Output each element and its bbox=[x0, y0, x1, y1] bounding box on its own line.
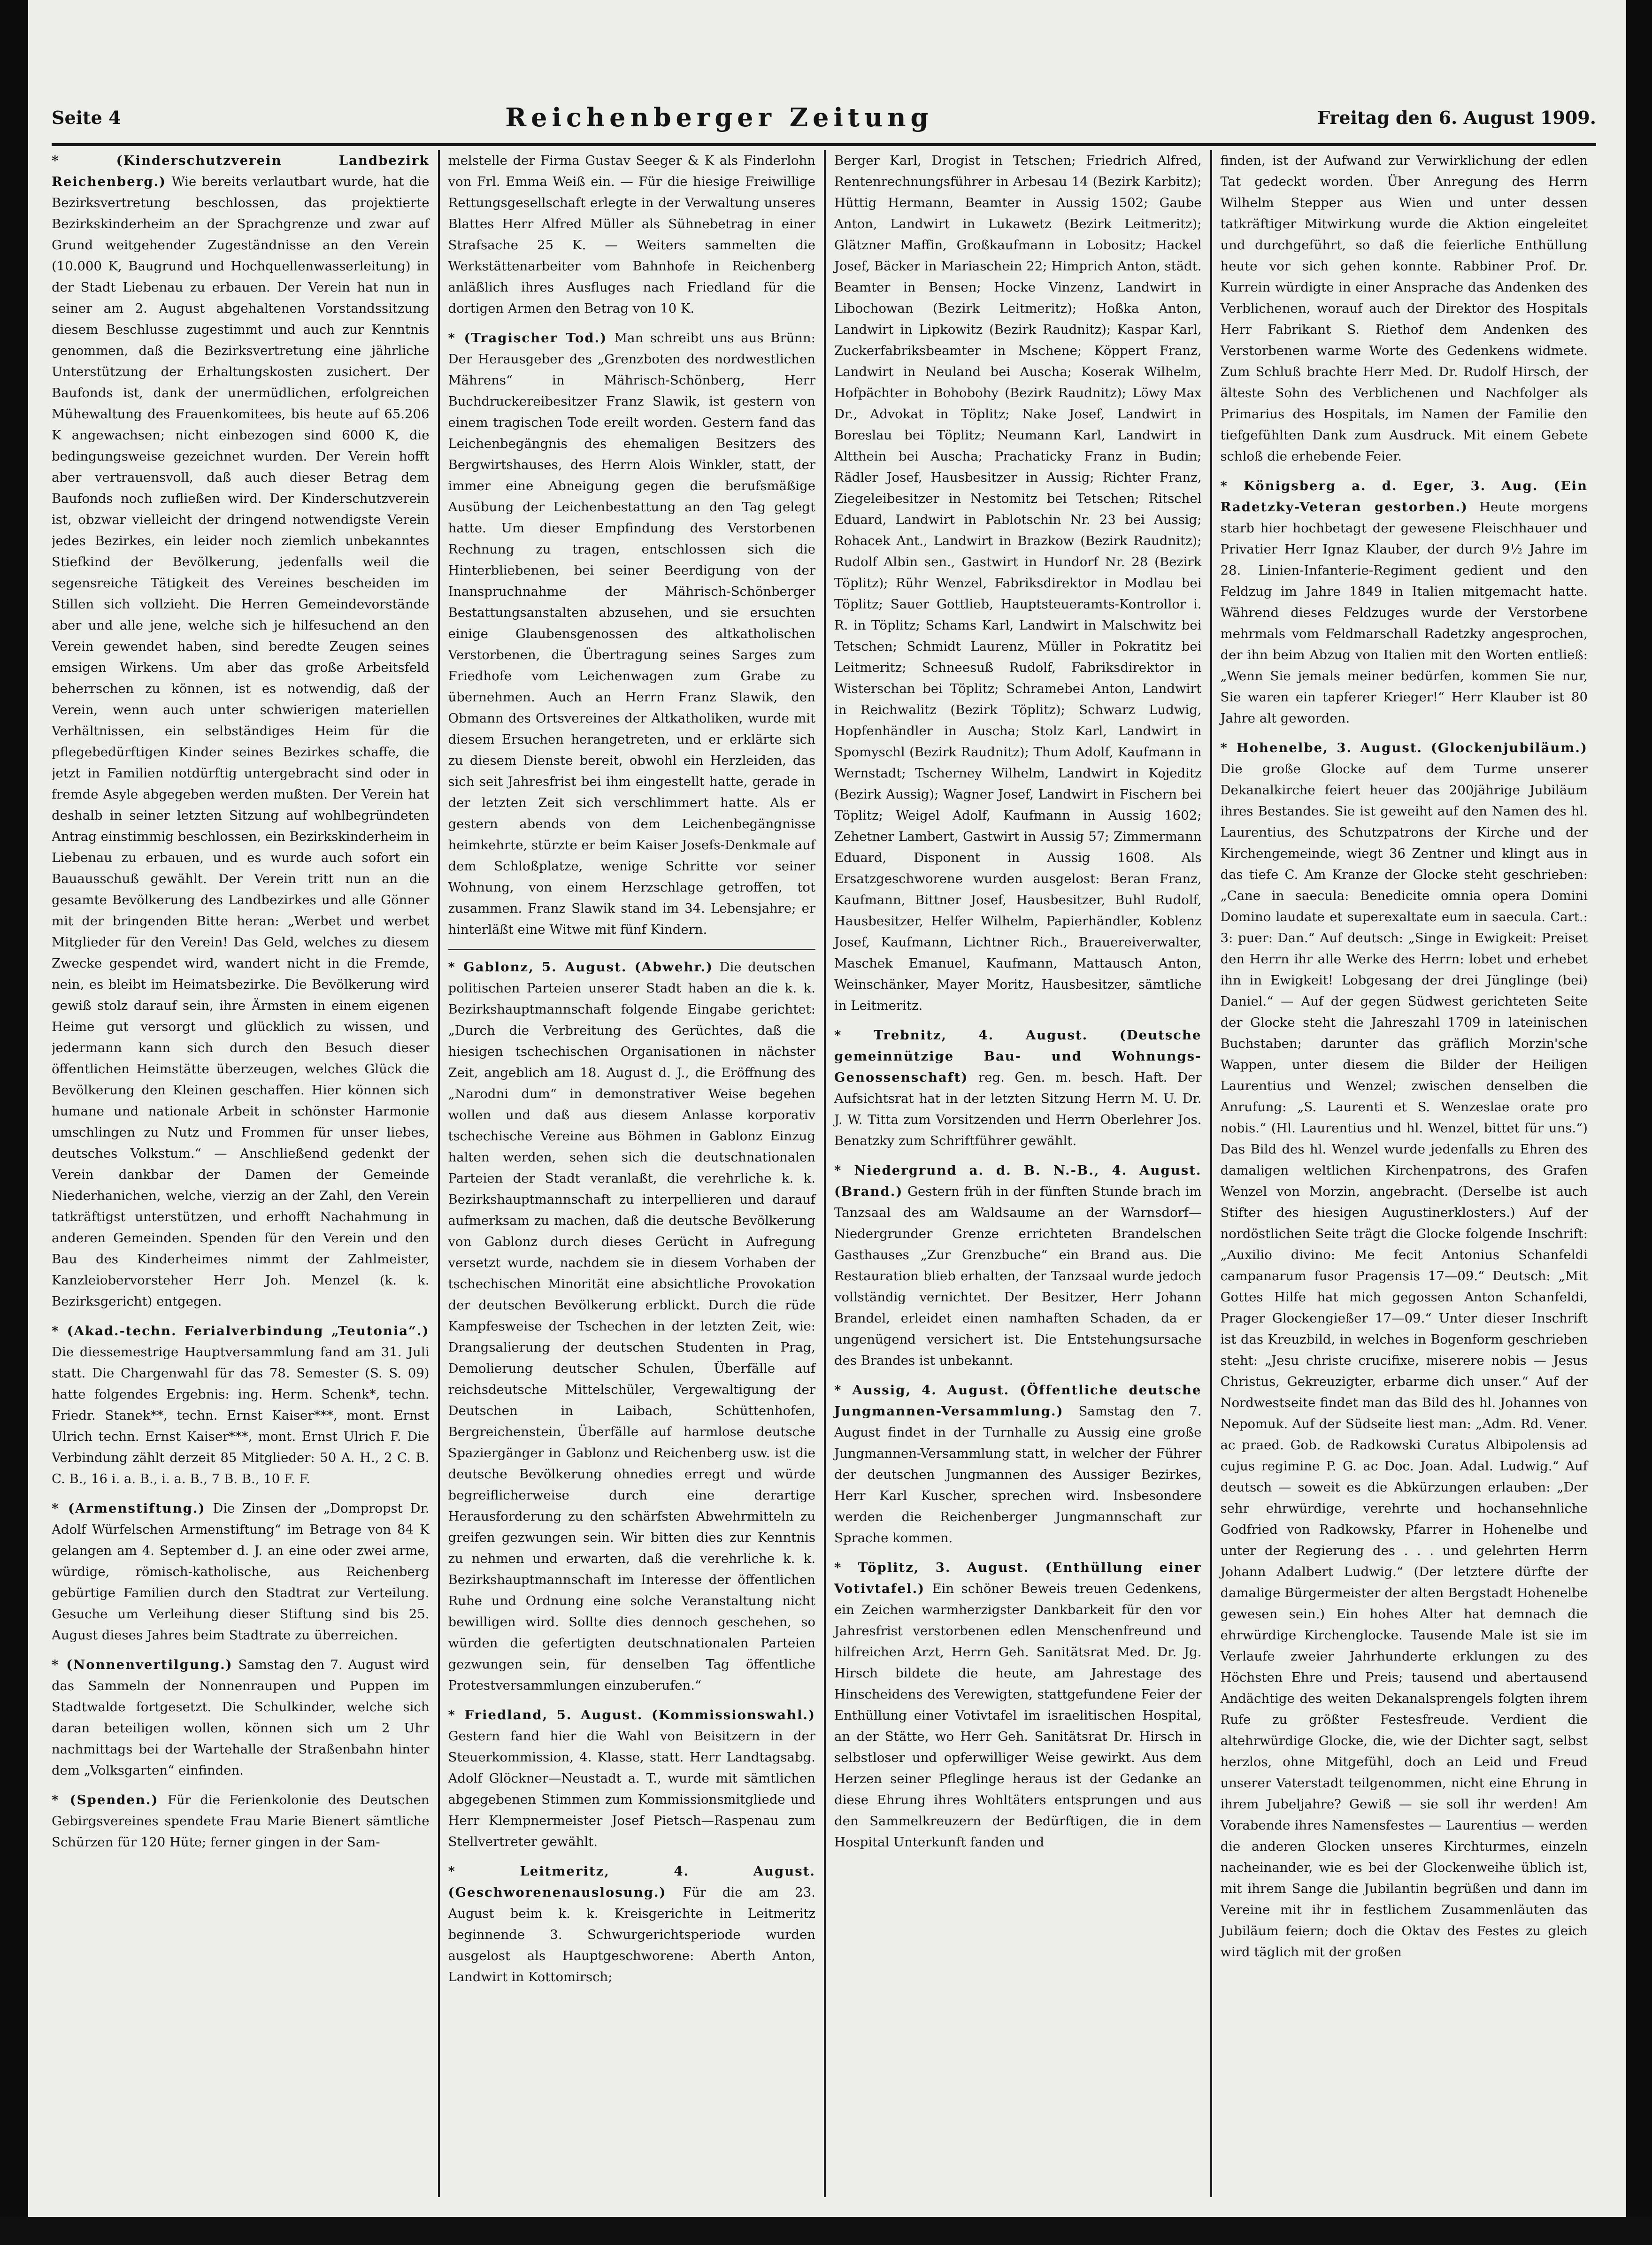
page-number: Seite 4 bbox=[52, 107, 121, 128]
article bbox=[1221, 476, 1588, 729]
article-heading: * Niedergrund a. d. B. N.-B., 4. August. (Brand.) bbox=[834, 1163, 1202, 1199]
newspaper-title: Reichenberger Zeitung bbox=[505, 102, 933, 132]
article-heading: * Königsberg a. d. Eger, 3. Aug. (Ein Radetzky-Veteran gestorben.) bbox=[1220, 478, 1588, 515]
article-heading: * (Nonnenvertilgung.) bbox=[52, 1657, 233, 1672]
article-body: Gestern früh in der fünften Stunde brach im Tanzsaal des am Waldsaume an der Warnsdorf—Niedergrunder Grenze errichteten Brandelschen Gasthauses „Zur Grenzbuche“ ein Brand aus. Die Restauration blieb erhalten, der Tanzsaal wurde jedoch vollständig vernichtet. Der Besitzer, Herr Johann Brandel, erleidet einen namhaften Schaden, da er ungenügend versichert ist. Die Entstehungsursache des Brandes ist unbekannt. bbox=[834, 1184, 1202, 1368]
masthead bbox=[52, 92, 1596, 146]
article-body: Berger Karl, Drogist in Tetschen; Friedrich Alfred, Rentenrechnungsführer in Arbesau 14 (Bezirk Karbitz); Hüttig Hermann, Beamter in Aussig 1502; Gaube Anton, Landwirt in Lukawetz (Bezirk Leitmeritz); Glätzner Maffin, Großkaufmann in Lobositz; Hackel Josef, Bäcker in Mariaschein 22; Himprich Anton, städt. Beamter in Bensen; Hocke Vinzenz, Landwirt in Libochowan (Bezirk Leitmeritz); Hoßka Anton, Landwirt in Lipkowitz (Bezirk Raudnitz); Kaspar Karl, Zuckerfabriksbeamter in Mschene; Köppert Franz, Landwirt in Neuland bei Auscha; Koserak Wilhelm, Hofpächter in Bohobohy (Bezirk Raudnitz); Löwy Max Dr., Advokat in Töplitz; Nake Josef, Landwirt in Boreslau bei Töplitz; Neumann Karl, Landwirt in Altthein bei Auscha; Prachaticky Franz in Budin; Rädler Josef, Hausbesitzer in Aussig; Richter Franz, Ziegeleibesitzer in Nestomitz bei Tetschen; Ritschel Eduard, Landwirt in Pablotschin Nr. 23 bei Aussig; Rohacek Ant., Landwirt in Brazkow (Bezirk Raudnitz); Rudolf Albin sen., Gastwirt in Hundorf Nr. 28 (Bezirk Töplitz); Rühr Wenzel, Fabriksdirektor in Modlau bei Töplitz; Sauer Gottlieb, Hauptsteueramts-Kontrollor i. R. in Töplitz; Schams Karl, Landwirt in Malschwitz bei Tetschen; Schmidt Laurenz, Müller in Pokratitz bei Leitmeritz; Schneesuß Rudolf, Fabriksdirektor in Wisterschan bei Töplitz; Schramebei Anton, Landwirt in Reichwalitz (Bezirk Töplitz); Schwarz Ludwig, Hopfenhändler in Auscha; Stolz Karl, Landwirt in Spomyschl (Bezirk Raudnitz); Thum Adolf, Kaufmann in Wernstadt; Tscherney Wilhelm, Landwirt in Kojeditz (Bezirk Aussig); Wagner Josef, Landwirt in Fischern bei Töplitz; Weigel Adolf, Kaufmann in Aussig 1602; Zehetner Lambert, Gastwirt in Aussig 57; Zimmermann Eduard, Disponent in Aussig 1608. Als Ersatzgeschworene wurden ausgelost: Beran Franz, Kaufmann, Bittner Josef, Hausbesitzer, Buhl Rudolf, Hausbesitzer, Helfer Wilhelm, Papierhändler, Koblenz Josef, Kaufmann, Lichtner Rich., Brauereiverwalter, Maschek Emanuel, Kaufmann, Mattausch Anton, Weinschänker, Mayer Moritz, Hausbesitzer, sämtliche in Leitmeritz. bbox=[834, 153, 1202, 1013]
article-heading: * Töplitz, 3. August. (Enthüllung einer Votivtafel.) bbox=[834, 1560, 1202, 1596]
article bbox=[448, 1705, 816, 1853]
article-heading: * Aussig, 4. August. (Öffentliche deutsche Jungmannen-Versammlung.) bbox=[834, 1383, 1202, 1419]
column-3 bbox=[824, 150, 1210, 2197]
article bbox=[52, 1498, 430, 1646]
article bbox=[448, 328, 816, 940]
scan-border-left bbox=[0, 0, 28, 2245]
article bbox=[1221, 738, 1588, 1963]
article bbox=[448, 1861, 816, 1988]
scan-border-bottom bbox=[0, 2217, 1652, 2245]
article-heading: * Friedland, 5. August. (Kommissionswahl.) bbox=[448, 1707, 815, 1722]
article-heading: * (Armenstiftung.) bbox=[52, 1501, 206, 1516]
article-body: Die große Glocke auf dem Turme unserer Dekanalkirche feiert heuer das 200jährige Jubiläum ihres Bestandes. Sie ist geweiht auf den Namen des hl. Laurentius, des Schutzpatrons der Kirche und der Kirchengemeinde, wiegt 36 Zentner und klingt aus in das tiefe C. Am Kranze der Glocke steht geschrieben: „Cane in saecula: Benedicite omnia opera Domini Domino laudate et superexaltate eum in saecula. Cart.: 3: puer: Dan.“ Auf deutsch: „Singe in Ewigkeit: Preiset den Herrn ihr alle Werke des Herrn: lobet und erhebet ihn in Ewigkeit! Lobgesang der drei Jünglinge (bei) Daniel.“ — Auf der gegen Südwest gerichteten Seite der Glocke steht die Jahreszahl 1709 in lateinischen Buchstaben; darunter das gräflich Morzin'sche Wappen, unter diesem die Bilder der Heiligen Laurentius und Wenzel; zwischen denselben die Anrufung: „S. Laurenti et S. Wenzeslae orate pro nobis.“ (Hl. Laurentius und hl. Wenzel, bittet für uns.“) Das Bild des hl. Wenzel wurde jedenfalls zu Ehren des damaligen weltlichen Kirchenpatrons, des Grafen Wenzel von Morzin, angebracht. (Derselbe ist auch Stifter des hiesigen Augustinerklosters.) Auf der nordöstlichen Seite trägt die Glocke folgende Inschrift: „Auxilio divino: Me fecit Antonius Schanfeldi campanarum fusor Pragensis 17—09.“ Deutsch: „Mit Gottes Hilfe hat mich gegossen Anton Schanfeldi, Prager Glockengießer 17—09.“ Unter dieser Inschrift ist das Kreuzbild, in welches in Bogenform geschrieben steht: „Jesu christe crucifixe, miserere nobis — Jesus Christus, Gekreuzigter, erbarme dich unser.“ Auf der Nordwestseite findet man das Bild des hl. Johannes von Nepomuk. Auf der Südseite liest man: „Adm. Rd. Vener. ac praed. Gob. de Radkowski Curatus Albipolensis ad cujus regimine P. G. ac Doc. Joan. Adal. Ludwig.“ Auf deutsch — soweit es die Abkürzungen erlauben: „Der sehr ehrwürdige, verehrte und hochansehnliche Godfried von Radkowsky, Pfarrer in Hohenelbe und unter der Regierung des . . . und gelehrten Herrn Johann Adalbert Ludwig.“ (Der letztere dürfte der damalige Bürgermeister der alten Bergstadt Hohenelbe gewesen sein.) Ein hohes Alter hat demnach die ehrwürdige Kirchenglocke. Tausende Male ist sie im Verlaufe zweier Jahrhunderte erklungen zu des Höchsten Ehre und Preis; tausend und abertausend Andächtige des weiten Dekanalsprengels folgten ihrem Rufe zu größter Festesfreude. Verdient die altehrwürdige Glocke, die, wie der Dichter sagt, selbst herzlos, ohne Mitgefühl, doch an Leid und Freud unserer Vaterstadt teilgenommen, nicht eine Ehrung in ihrem Jubeljahre? Gewiß — sie soll ihr werden! Am Vorabende ihres Namensfestes — Laurentius — werden die anderen Glocken unseres Kirchturmes, einzeln nacheinander, wie es bei der Glockenweihe üblich ist, mit ihrem Sange die Jubilantin begrüßen und dann im Vereine mit ihr in festlichem Zusammenläuten das Jubiläum feiern; doch die Oktav des Festes zu gleich wird täglich mit der großen bbox=[1220, 761, 1588, 1960]
issue-date: Freitag den 6. August 1909. bbox=[1317, 107, 1596, 128]
article-body: finden, ist der Aufwand zur Verwirklichung der edlen Tat gedeckt worden. Über Anregung des Herrn Wilhelm Stepper aus Wien und unter dessen tatkräftiger Mitwirkung wurde die Aktion eingeleitet und durchgeführt, so daß die feierliche Enthüllung heute vor sich gehen konnte. Rabbiner Prof. Dr. Kurrein würdigte in einer Ansprache das Andenken des Verblichenen, worauf auch der Direktor des Hospitals Herr Fabrikant S. Riethof dem Andenken des Verstorbenen warme Worte des Gedenkens widmete. Zum Schluß brachte Herr Med. Dr. Rudolf Hirsch, der älteste Sohn des Verblichenen und Nachfolger als Primarius des Hospitals, im Namen der Familie den tiefgefühlten Dank zum Ausdruck. Mit einem Gebete schloß die erhebende Feier. bbox=[1220, 153, 1588, 464]
article bbox=[448, 957, 816, 1696]
divider bbox=[448, 949, 816, 950]
article-body: Wie bereits verlautbart wurde, hat die Bezirksvertretung beschlossen, das projektierte Bezirkskinderheim an der Sprachgrenze und zwar auf Grund weitgehender Zugeständnisse an den Verein (10.000 K, Baugrund und Hochquellenwasserleitung) in der Stadt Liebenau zu erbauen. Der Verein hat nun in seiner am 2. August abgehaltenen Vorstandssitzung diesem Beschlusse zugestimmt und auch zur Kenntnis genommen, daß die Bezirksvertretung eine jährliche Unterstützung der Erhaltungskosten zusichert. Der Baufonds ist, dank der unermüdlichen, erfolgreichen Mühewaltung des Frauenkomitees, bis heute auf 65.206 K angewachsen; nicht einbezogen sind 6000 K, die bedingungsweise gezeichnet wurden. Der Verein hofft aber vertrauensvoll, daß auch dieser Betrag dem Baufonds noch zufließen wird. Der Kinderschutzverein ist, obzwar vielleicht der dringend notwendigste Verein jedes Bezirkes, ein leider noch ziemlich unbekanntes Stiefkind der Bevölkerung, jedenfalls weil die segensreiche Tätigkeit des Vereines bescheiden im Stillen sich vollzieht. Die Herren Gemeindevorstände aber und alle jene, welche sich je hilfesuchend an den Verein gewendet haben, sind beredte Zeugen seines emsigen Wirkens. Um aber das große Arbeitsfeld beherrschen zu können, ist es notwendig, daß der Verein, wenn auch unter schwierigen materiellen Verhältnissen, ein selbständiges Heim für die pflegebedürftigen Kinder seines Bezirkes schaffe, die jetzt in Familien notdürftig untergebracht sind oder in fremde Asyle abgegeben werden mußten. Der Verein hat deshalb in seiner letzten Sitzung auf wohlbegründeten Antrag einstimmig beschlossen, ein Bezirkskinderheim in Liebenau zu erbauen, und es wurde auch sofort ein Bauausschuß gewählt. Der Verein tritt nun an die gesamte Bevölkerung des Landbezirkes und alle Gönner mit der bringenden Bitte heran: „Werbet und werbet Mitglieder für den Verein! Das Geld, welches zu diesem Zwecke gespendet wird, wandert nicht in die Fremde, nein, es bleibt im Heimatsbezirke. Die Bevölkerung wird gewiß stolz darauf sein, ihre Ärmsten in einem eigenen Heime gut versorgt und glücklich zu wissen, und jedermann kann sich durch den Besuch dieser öffentlichen Heimstätte überzeugen, welches Glück die Bevölkerung den Kleinen geschaffen. Hier können sich humane und nationale Arbeit in schönster Harmonie umschlingen zu Nutz und Frommen für unser liebes, deutsches Volkstum.“ — Anschließend gedenkt der Verein dankbar der Damen der Gemeinde Niederhanichen, welche, vierzig an der Zahl, den Verein tatkräftigst unterstützen, und erhofft Nachahmung in anderen Gemeinden. Spenden für den Verein und den Bau des Kinderheimes nimmt der Zahlmeister, Kanzleiobervorsteher Herr Joh. Menzel (k. k. Bezirksgericht) entgegen. bbox=[52, 174, 430, 1309]
article-body: reg. Gen. m. besch. Haft. Der Aufsichtsrat hat in der letzten Sitzung Herrn M. U. Dr. J. W. Titta zum Vorsitzenden und Herrn Oberlehrer Jos. Benatzky zum Schriftführer gewählt. bbox=[834, 1070, 1202, 1148]
article-heading: * (Tragischer Tod.) bbox=[448, 331, 607, 346]
article-body: Man schreibt uns aus Brünn: Der Herausgeber des „Grenzboten des nordwestlichen Mährens“ in Mährisch-Schönberg, Herr Buchdruckereibesitzer Franz Slawik, ist gestern von einem tragischen Tode ereilt worden. Gestern fand das Leichenbegängnis des ehemaligen Besitzers des Bergwirtshauses, des Herrn Alois Winkler, statt, der immer eine Abneigung gegen die berufsmäßige Ausübung der Leichenbestattung an den Tag gelegt hatte. Um dieser Empfindung des Verstorbenen Rechnung zu tragen, entschlossen sich die Hinterbliebenen, bei seiner Beerdigung von der Inanspruchnahme der Mährisch-Schönberger Bestattungsanstalten abzusehen, und sie ersuchten einige Glaubensgenossen des altkatholischen Verstorbenen, die Übertragung seines Sarges zum Friedhofe vom Leichenwagen zum Grabe zu übernehmen. Auch an Herrn Franz Slawik, den Obmann des Ortsvereines der Altkatholiken, wurde mit diesem Ersuchen herangetreten, und er erklärte sich zu diesem Dienste bereit, obwohl ein Herzleiden, das sich seit Jahresfrist bei ihm eingestellt hatte, gerade in der letzten Zeit sich verschlimmert hatte. Als er gestern abends von dem Leichenbegängnisse heimkehrte, stürzte er beim Kaiser Josefs-Denkmale auf dem Schloßplatze, wenige Schritte vor seiner Wohnung, von einem Herzschlage getroffen, tot zusammen. Franz Slawik stand im 34. Lebensjahre; er hinterläßt eine Witwe mit fünf Kindern. bbox=[448, 331, 816, 937]
column-2 bbox=[438, 150, 824, 2197]
article-heading: * Leitmeritz, 4. August. (Geschworenenauslosung.) bbox=[448, 1864, 815, 1900]
article bbox=[834, 150, 1202, 1016]
scan-border-right bbox=[1626, 0, 1652, 2245]
article bbox=[834, 1160, 1202, 1371]
article bbox=[834, 1557, 1202, 1853]
article-body: Samstag den 7. August wird das Sammeln der Nonnenraupen und Puppen im Stadtwalde fortgesetzt. Die Schulkinder, welche sich daran beteiligen wollen, können sich um 2 Uhr nachmittags bei der Wartehalle der Straßenbahn hinter dem „Volksgarten“ einfinden. bbox=[52, 1657, 430, 1778]
article-body: Heute morgens starb hier hochbetagt der gewesene Fleischhauer und Privatier Herr Ignaz Klauber, der durch 9½ Jahre im 28. Linien-Infanterie-Regiment gedient und den Feldzug im Jahre 1849 in Italien mitgemacht hatte. Während dieses Feldzuges wurde der Verstorbene mehrmals vom Feldmarschall Radetzky angesprochen, der ihn beim Abzug von Italien mit den Worten entließ: „Wenn Sie jemals meiner bedürfen, kommen Sie nur, Sie waren ein tapferer Krieger!“ Herr Klauber ist 80 Jahre alt geworden. bbox=[1220, 500, 1588, 726]
article bbox=[52, 150, 430, 1312]
newspaper-page bbox=[52, 92, 1596, 2204]
article bbox=[52, 1790, 430, 1853]
article-heading: * Hohenelbe, 3. August. (Glockenjubiläum.) bbox=[1220, 740, 1588, 755]
article-body: Samstag den 7. August findet in der Turnhalle zu Aussig eine große Jungmannen-Versammlung statt, in welcher der Führer der deutschen Jungmannen des Aussiger Bezirkes, Herr Karl Kuscher, sprechen wird. Insbesondere werden die Reichenberger Jungmannschaft zur Sprache kommen. bbox=[834, 1404, 1202, 1545]
text-columns bbox=[52, 150, 1596, 2197]
column-1 bbox=[52, 150, 438, 2197]
article-heading: * (Akad.-techn. Ferialverbindung „Teutonia“.) bbox=[52, 1323, 430, 1338]
article-heading: * Gablonz, 5. August. (Abwehr.) bbox=[448, 960, 714, 975]
article-body: Die deutschen politischen Parteien unserer Stadt haben an die k. k. Bezirkshauptmannschaft folgende Eingabe gerichtet: „Durch die Verbreitung des Gerüchtes, daß die hiesigen tschechischen Organisationen in nächster Zeit, angeblich am 18. August d. J., die Eröffnung des „Narodni dum“ in demonstrativer Weise begehen wollen und daß aus diesem Anlasse korporativ tschechische Vereine aus Böhmen in Gablonz Einzug halten werden, sehen sich die deutschnationalen Parteien der Stadt veranlaßt, die verehrliche k. k. Bezirkshauptmannschaft zu interpellieren und darauf aufmerksam zu machen, daß die deutsche Bevölkerung von Gablonz durch dieses Gerücht in Aufregung versetzt wurde, nachdem sie in diesem Vorhaben der tschechischen Minorität eine absichtliche Provokation der deutschen Bevölkerung erblickt. Durch die rüde Kampfesweise der Tschechen in der letzten Zeit, wie: Drangsalierung der deutschen Studenten in Prag, Demolierung deutscher Schulen, Überfälle auf reichsdeutsche Mittelschüler, Vergewaltigung der Deutschen in Laibach, Schüttenhofen, Bergreichenstein, Überfälle auf harmlose deutsche Spaziergänger in Gablonz und Reichenberg usw. ist die deutsche Bevölkerung ohnedies erregt und würde begreiflicherweise durch eine derartige Herausforderung zu den schärfsten Abwehrmitteln zu greifen gezwungen sein. Wir bitten dies zur Kenntnis zu nehmen und erwarten, daß die verehrliche k. k. Bezirkshauptmannschaft im Interesse der öffentlichen Ruhe und Ordnung eine solche Veranstaltung nicht bewilligen wird. Sollte dies dennoch geschehen, so würden die gefertigten deutschnationalen Parteien gezwungen sein, für denselben Tag öffentliche Protestversammlungen einzuberufen.“ bbox=[448, 960, 815, 1693]
article bbox=[1221, 150, 1588, 467]
article-body: Die Zinsen der „Dompropst Dr. Adolf Würfelschen Armenstiftung“ im Betrage von 84 K gelangen am 4. September d. J. an eine oder zwei arme, würdige, römisch-katholische, aus Reichenberg gebürtige Familien durch den Stadtrat zur Verteilung. Gesuche um Verleihung dieser Stiftung sind bis 25. August dieses Jahres beim Stadtrate zu überreichen. bbox=[52, 1501, 430, 1643]
article-body: Für die Ferienkolonie des Deutschen Gebirgsvereines spendete Frau Marie Bienert sämtliche Schürzen für 120 Hüte; ferner gingen in der Sam- bbox=[52, 1792, 430, 1850]
column-4 bbox=[1210, 150, 1597, 2197]
article-body: Die diessemestrige Hauptversammlung fand am 31. Juli statt. Die Chargenwahl für das 78. Semester (S. S. 09) hatte folgendes Ergebnis: ing. Herm. Schenk*, techn. Friedr. Stanek**, techn. Ernst Kaiser***, mont. Ernst Ulrich techn. Ernst Kaiser***, mont. Ernst Ulrich F. Die Verbindung zählt derzeit 85 Mitglieder: 50 A. H., 2 C. B. C. B., 16 i. a. B., i. a. B., 7 B. B., 10 F. F. bbox=[52, 1345, 430, 1486]
article-body: Für die am 23. August beim k. k. Kreisgerichte in Leitmeritz beginnende 3. Schwurgerichtsperiode wurden ausgelost als Hauptgeschworene: Aberth Anton, Landwirt in Kottomirsch; bbox=[448, 1885, 815, 1984]
article-body: Ein schöner Beweis treuen Gedenkens, ein Zeichen warmherzigster Dankbarkeit für den vor Jahresfrist verstorbenen edlen Menschenfreund und hilfreichen Arzt, Herrn Geh. Sanitätsrat Med. Dr. Jg. Hirsch bildete die heute, am Jahrestage des Hinscheidens des Verewigten, stattgefundene Feier der Enthüllung einer Votivtafel im israelitischen Hospital, an der Stätte, wo Herr Geh. Sanitätsrat Dr. Hirsch in selbstloser und opferwilliger Weise gewirkt. Aus dem Herzen seiner Pfleglinge heraus ist der Gedanke an diese Ehrung ihres Wohltäters entsprungen und aus den Sammelkreuzern der Bedürftigen, die in dem Hospital Unterkunft fanden und bbox=[834, 1581, 1202, 1850]
article bbox=[834, 1380, 1202, 1549]
article bbox=[52, 1321, 430, 1490]
article bbox=[834, 1025, 1202, 1152]
article-heading: * Trebnitz, 4. August. (Deutsche gemeinnützige Bau- und Wohnungs-Genossenschaft) bbox=[834, 1028, 1202, 1085]
article bbox=[52, 1654, 430, 1781]
article-heading: * (Spenden.) bbox=[52, 1792, 159, 1807]
article-heading: * (Kinderschutzverein Landbezirk Reichenberg.) bbox=[52, 153, 430, 189]
article-body: melstelle der Firma Gustav Seeger & K als Finderlohn von Frl. Emma Weiß ein. — Für die hiesige Freiwillige Rettungsgesellschaft erlegte in der Verwaltung unseres Blattes Herr Alfred Müller als Sühnebetrag in einer Strafsache 25 K. — Weiters sammelten die Werkstättenarbeiter vom Bahnhofe in Reichenberg anläßlich ihres Ausfluges nach Friedland für die dortigen Armen den Betrag von 10 K. bbox=[448, 153, 815, 316]
article-body: Gestern fand hier die Wahl von Beisitzern in der Steuerkommission, 4. Klasse, statt. Herr Landtagsabg. Adolf Glöckner—Neustadt a. T., wurde mit sämtlichen abgegebenen Stimmen zum Kommissionsmitgliede und Herr Klempnermeister Josef Pietsch—Raspenau zum Stellvertreter gewählt. bbox=[448, 1729, 815, 1849]
article bbox=[448, 150, 816, 319]
